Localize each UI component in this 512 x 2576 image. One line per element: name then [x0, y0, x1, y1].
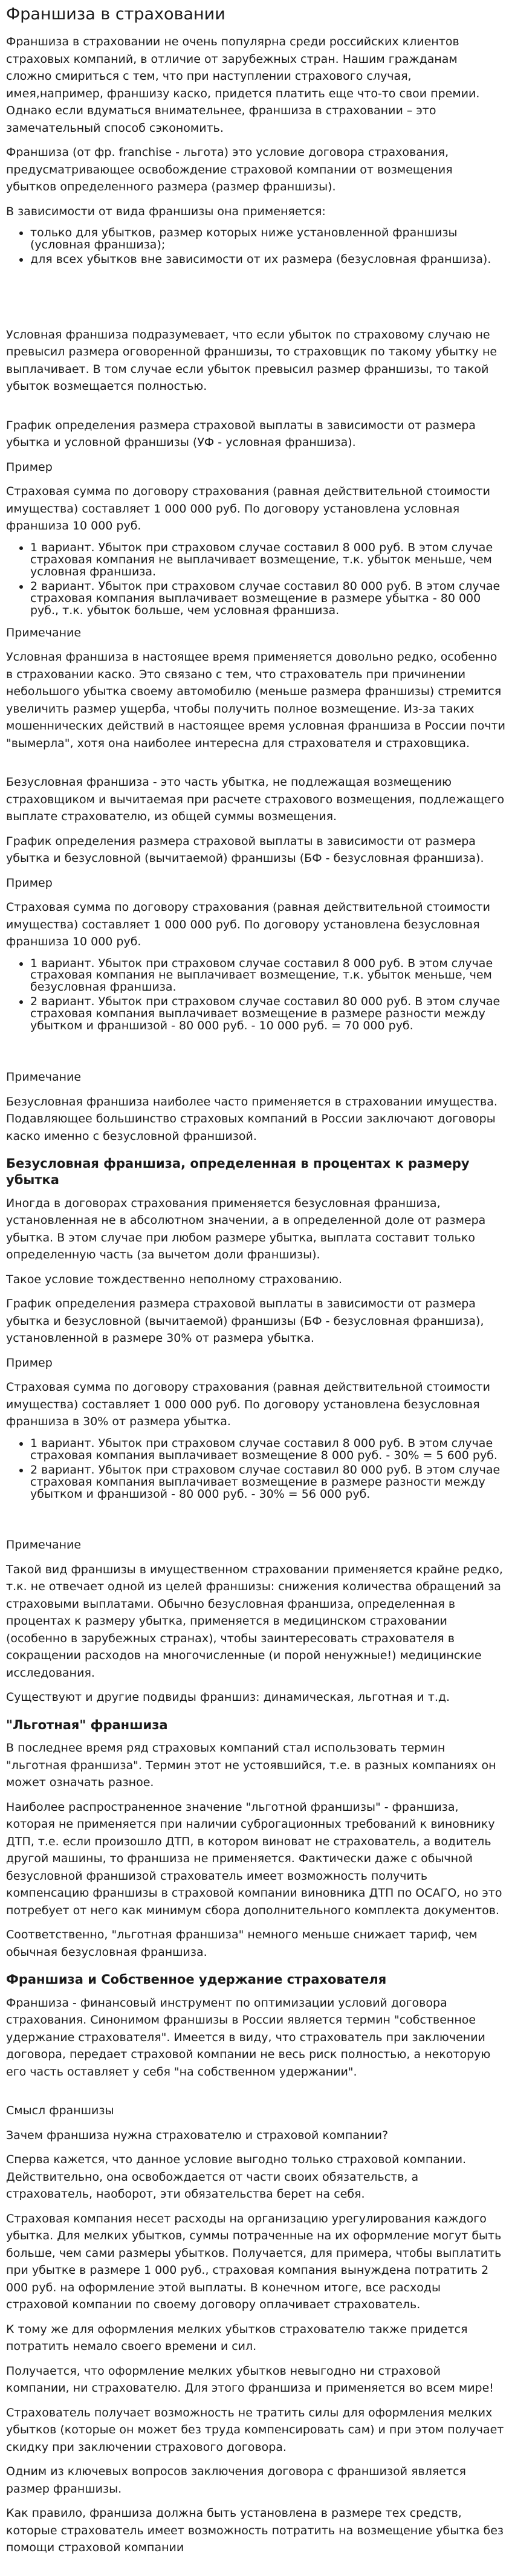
list-item: • только для убытков, размер которых ниже установленной франшизы (условная франшиза); [30, 227, 506, 251]
example-list [6, 542, 506, 617]
preferential-paragraph: Наиболее распространенное значение "льготной франшизы" - франшиза, которая не применяется при наличии суброгационных требований к виновнику ДТП, т.е. если произошло ДТП, в котором виноват не страхователь, а водитель другой машины, то франшиза не применяется. Фактически даже с обычной безусловной франшизой страхователь имеет возможность получить компенсацию франшизы в страховой компании виновника ДТП по ОСАГО, но это потребует от него как минимум сбора дополнительного комплекта документов. [6, 1800, 502, 1917]
percent-graph-caption: График определения размера страховой выплаты в зависимости от размера убытка и безусловной (вычитаемой) франшизы (БФ - безусловная франшиза), установленной в размере 30% от размера убытка. [6, 1297, 484, 1345]
example-text: Страховая сумма по договору страхования (равная действительной стоимости имущества) составляет 1 000 000 руб. По договору установлена условная франшиза 10 000 руб. [6, 485, 490, 533]
meaning-paragraph: Получается, что оформление мелких убытков невыгодно ни страховой компании, ни страхователю. Для этого франшиза и применяется во всем мире! [6, 2364, 494, 2395]
meaning-paragraph: Одним из ключевых вопросов заключения договора с франшизой является размер франшизы. [6, 2465, 466, 2496]
list-item: • 2 вариант. Убыток при страховом случае составил 80 000 руб. В этом случае страховая компания выплачивает возмещение в размере убытка - 80 000 руб., т.к. убыток больше, чем условная франшиза. [30, 581, 506, 617]
meaning-paragraph: Страховая компания несет расходы на организацию урегулирования каждого убытка. Для мелких убытков, суммы потраченные на их оформление могут быть больше, чем сами размеры убытков. Получается, для примера, чтобы выплатить при убытке в размере 1 000 руб., страховая компания вынуждена потратить 2 000 руб. на оформление этой выплаты. В конечном итоге, все расходы страховой компании по своему договору оплачивает страхователь. [6, 2212, 502, 2312]
graph-placeholder [6, 403, 506, 417]
note-label: Примечание [6, 626, 82, 639]
meaning-paragraph: Страхователь получает возможность не тратить силы для оформления мелких убытков (которые он может без труда компенсировать сам) и при этом получает скидку при заключении страхового договора. [6, 2406, 504, 2454]
spacer [6, 759, 506, 774]
example-text: Страховая сумма по договору страхования (равная действительной стоимости имущества) составляет 1 000 000 руб. По договору установлена безусловная франшиза в 30% от размера убытка. [6, 1380, 490, 1429]
franchise-definition: Франшиза (от фр. franchise - льгота) это условие договора страхования, предусматривающее освобождение страховой компании от возмещения убытков определенного размера (размер франшизы). [6, 146, 453, 194]
example-label: Пример [6, 1356, 53, 1370]
preferential-paragraph: Соответственно, "льготная франшиза" немного меньше снижает тариф, чем обычная безусловная франшиза. [6, 1928, 478, 1959]
meaning-paragraph: К тому же для оформления мелких убытков страхователю также придется потратить немало своего времени и сил. [6, 2322, 468, 2354]
list-item: • 1 вариант. Убыток при страховом случае составил 8 000 руб. В этом случае страховая компания не выплачивает возмещение, т.к. убыток меньше, чем безусловная франшиза. [30, 958, 506, 994]
percent-franchise-heading: Безусловная франшиза, определенная в процентах к размеру убытка [6, 1156, 470, 1188]
meaning-question: Зачем франшиза нужна страхователю и страховой компании? [6, 2128, 389, 2142]
preferential-paragraph: В последнее время ряд страховых компаний стал использовать термин "льготная франшиза". Термин этот не устоявшийся, т.е. в разных компаниях он может означать разное. [6, 1741, 496, 1790]
page-title: Франшиза в страховании [6, 5, 225, 24]
preferential-franchise-heading: "Льготная" франшиза [6, 1717, 168, 1732]
franchise-types-list [6, 227, 506, 266]
note-text: Условная франшиза в настоящее время применяется довольно редко, особенно в страховании каско. Это связано с тем, что страхователь при причинении небольшого убытка своему автомобилю (меньше размера франшизы) стремится увеличить размер ущерба, чтобы получить полное возмещение. Из-за таких мошеннических действий в настоящее время условная франшиза в России почти "вымерла", хотя она наиболее интересна для страхователя и страховщика. [6, 650, 505, 750]
note-text: Безусловная франшиза наиболее часто применяется в страховании имущества. Подавляющее большинство страховых компаний в России заключают договоры каско именно с безусловной франшизой. [6, 1095, 497, 1143]
list-item: • 2 вариант. Убыток при страховом случае составил 80 000 руб. В этом случае страховая компания выплачивает возмещение в размере разности между убытком и франшизой - 80 000 руб. - 10 000 руб. = 70 000 руб. [30, 996, 506, 1032]
conditional-graph-caption: График определения размера страховой выплаты в зависимости от размера убытка и условной франшизы (УФ - условная франшиза). [6, 418, 476, 450]
graph-placeholder [6, 1040, 506, 1069]
own-retention-heading: Франшиза и Собственное удержание страхователя [6, 1972, 387, 1987]
note-label: Примечание [6, 1070, 82, 1084]
note-text: Такой вид франшизы в имущественном страховании применяется крайне редко, т.к. не отвечает одной из целей франшизы: снижения количества обращений за страховыми выплатами. Обычно безусловная франшиза, определенная в процентах к размеру убытка, применяется в медицинском страховании (особенно в зарубежных странах), чтобы заинтересовать страхователя в сокращении расходов на многочисленные (и порой ненужные!) медицинские исследования. [6, 1562, 503, 1680]
other-types-text: Существуют и другие подвиды франшиз: динамическая, льготная и т.д. [6, 1691, 450, 1704]
graph-placeholder [6, 1507, 506, 1536]
image-placeholder [6, 273, 506, 326]
types-lead: В зависимости от вида франшизы она применяется: [6, 204, 326, 218]
unconditional-graph-caption: График определения размера страховой выплаты в зависимости от размера убытка и безусловной (вычитаемой) франшизы (БФ - безусловная франшиза). [6, 834, 484, 866]
example-label: Пример [6, 460, 53, 474]
example-label: Пример [6, 876, 53, 890]
list-item: • 2 вариант. Убыток при страховом случае составил 80 000 руб. В этом случае страховая компания выплачивает возмещение в размере разности между убытком и франшизой - 80 000 руб. - 30% = 56 000 руб. [30, 1464, 506, 1501]
conditional-definition: Условная франшиза подразумевает, что если убыток по страховому случаю не превысил размера оговоренной франшизы, то страховщик по такому убытку не выплачивает. В том случае если убыток превысил размер франшизы, то такой убыток возмещается полностью. [6, 328, 497, 393]
example-list [6, 958, 506, 1033]
example-list [6, 1438, 506, 1501]
unconditional-definition: Безусловная франшиза - это часть убытка, не подлежащая возмещению страховщиком и вычитаемая при расчете страхового возмещения, подлежащего выплате страхователю, из общей суммы возмещения. [6, 775, 505, 824]
percent-definition: Иногда в договорах страхования применяется безусловная франшиза, установленная не в абсолютном значении, а в определенной доле от размера убытка. В этом случае при любом размере убытка, выплата составит только определенную часть (за вычетом доли франшизы). [6, 1196, 486, 1262]
spacer [6, 2088, 506, 2102]
note-label: Примечание [6, 1538, 82, 1552]
list-item: • 1 вариант. Убыток при страховом случае составил 8 000 руб. В этом случае страховая компания не выплачивает возмещение, т.к. убыток меньше, чем условная франшиза. [30, 542, 506, 578]
list-item: • 1 вариант. Убыток при страховом случае составил 8 000 руб. В этом случае страховая компания выплачивает возмещение 8 000 руб. - 30% = 5 600 руб. [30, 1438, 506, 1462]
example-text: Страховая сумма по договору страхования (равная действительной стоимости имущества) составляет 1 000 000 руб. По договору установлена безусловная франшиза 10 000 руб. [6, 901, 490, 949]
percent-equivalence: Такое условие тождественно неполному страхованию. [6, 1272, 343, 1286]
list-item: • для всех убытков вне зависимости от их размера (безусловная франшиза). [30, 254, 506, 266]
meaning-subtitle: Смысл франшизы [6, 2104, 114, 2118]
meaning-paragraph: Сперва кажется, что данное условие выгодно только страховой компании. Действительно, она освобождается от части своих обязательств, а страхователь, наоборот, эти обязательства берет на себя. [6, 2153, 467, 2201]
intro-paragraph: Франшиза в страховании не очень популярна среди российских клиентов страховых компаний, в отличие от зарубежных стран. Нашим гражданам сложно смириться с тем, что при наступлении страхового случая, имея,например, франшизу каско, придется платить еще что-то свои премии. Однако если вдуматься внимательнее, франшиза в страховании – это замечательный способ сэкономить. [6, 35, 480, 135]
meaning-paragraph: Как правило, франшиза должна быть установлена в размере тех средств, которые страхователь имеет возможность потратить на возмещение убытка без помощи страховой компании [6, 2506, 504, 2555]
own-retention-paragraph: Франшиза - финансовый инструмент по оптимизации условий договора страхования. Синонимом франшизы в России является термин "собственное удержание страхователя". Имеется в виду, что страхователь при заключении договора, передает страховой компании не весь риск полностью, а некоторую его часть оставляет у себя "на собственном удержании". [6, 1996, 491, 2079]
